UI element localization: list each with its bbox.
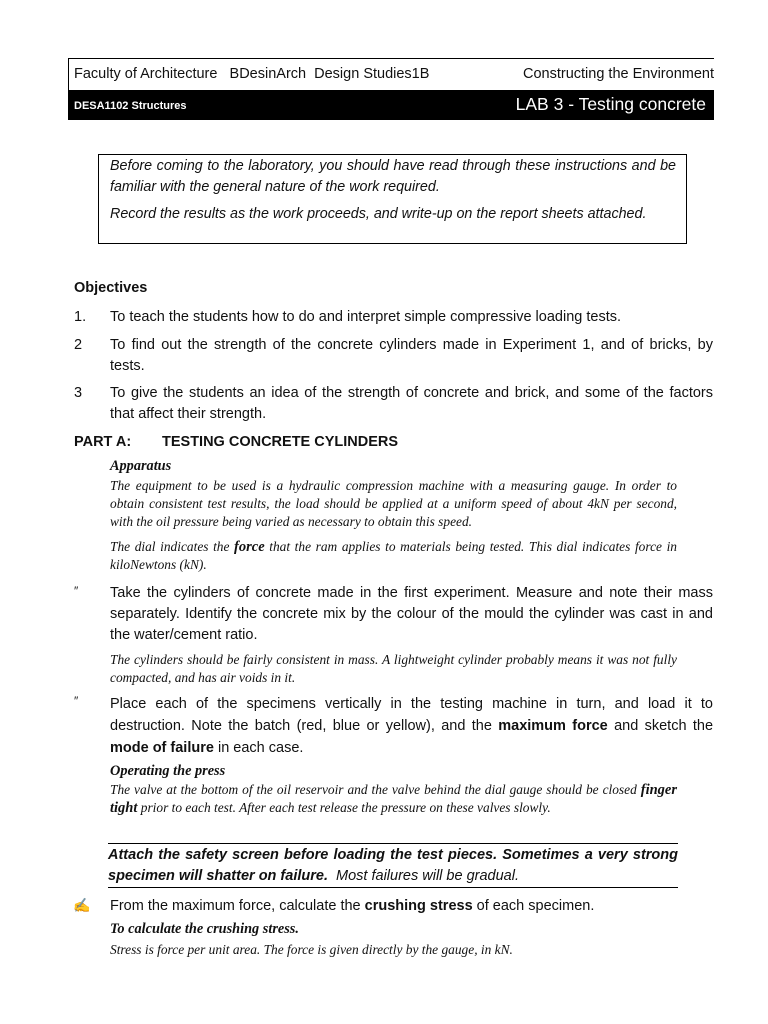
- operating-text-a: The valve at the bottom of the oil reservoir and the valve behind the dial gauge should be closed: [110, 782, 641, 797]
- operating-heading: Operating the press: [110, 763, 226, 779]
- objective-number-3: 3: [74, 385, 83, 401]
- writing-hand-icon: ✍: [73, 897, 91, 913]
- unit-title: Constructing the Environment: [522, 66, 714, 82]
- objective-text-1: To teach the students how to do and interpret simple compressive loading tests.: [110, 309, 622, 325]
- dial-paragraph: [110, 538, 677, 574]
- safety-normal-text: Most failures will be gradual.: [327, 868, 519, 884]
- step-3-text: [110, 896, 713, 917]
- header-top-row: [68, 58, 714, 90]
- calc-heading: To calculate the crushing stress.: [110, 921, 299, 937]
- step-2-max-force: maximum force: [498, 718, 608, 734]
- step-2-text-a: Place each of the specimens vertically in the testing machine in turn, and load it to destruction. Note the batch (red, blue or yellow), and the: [110, 696, 713, 734]
- step-2-marker: ″: [74, 694, 79, 708]
- step-1-marker: ″: [74, 584, 79, 598]
- apparatus-heading: Apparatus: [110, 458, 172, 474]
- step-3-text-a: From the maximum force, calculate the: [110, 898, 365, 914]
- operating-finger-tight: finger tight: [110, 782, 677, 816]
- objective-text-3: To give the students an idea of the strength of concrete and brick, and some of the factors that affect their strength.: [110, 385, 713, 422]
- dial-text-c: that the ram applies to materials being tested. This dial indicates force in kiloNewtons (kN).: [110, 539, 677, 572]
- intro-box: [98, 154, 687, 244]
- document-header: [68, 58, 714, 120]
- step-2-text-e: in each case.: [213, 740, 304, 756]
- objective-number-2: 2: [74, 337, 83, 353]
- step-2-mode-of-failure: mode of failure: [110, 740, 214, 756]
- dial-text-a: The dial indicates the: [110, 539, 235, 554]
- dial-text-force: force: [234, 539, 265, 555]
- calc-text: Stress is force per unit area. The force is given directly by the gauge, in kN.: [110, 942, 513, 957]
- step-3-text-c: of each specimen.: [472, 898, 595, 914]
- operating-text-c: prior to each test. After each test release the pressure on these valves slowly.: [137, 800, 551, 815]
- step-1-text: Take the cylinders of concrete made in the first experiment. Measure and note their mass separately. Identify the concrete mix by the colour of the mould the cylinder was cast in and the water/cement ratio.: [110, 585, 713, 643]
- apparatus-paragraph: The equipment to be used is a hydraulic compression machine with a measuring gauge. In order to obtain consistent test results, the load should be applied at a uniform speed of about 4kN per second, with the oil pressure being varied as necessary to obtain this speed.: [110, 478, 677, 529]
- safety-warning: [108, 843, 678, 888]
- course-code: DESA1102 Structures: [74, 100, 187, 112]
- safety-bold-text: Attach the safety screen before loading the test pieces. Sometimes a very strong specimen will shatter on failure.: [108, 847, 678, 884]
- header-bar: [68, 90, 714, 120]
- step-1-note: The cylinders should be fairly consistent in mass. A lightweight cylinder probably means it was not fully compacted, and has air voids in it.: [110, 652, 677, 685]
- step-3-crushing-stress: crushing stress: [364, 898, 473, 914]
- objective-text-2: To find out the strength of the concrete cylinders made in Experiment 1, and of bricks, by tests.: [110, 337, 713, 374]
- lab-title: LAB 3 - Testing concrete: [515, 94, 706, 114]
- step-2-text-c: and sketch the: [607, 718, 714, 734]
- part-a-title: TESTING CONCRETE CYLINDERS: [162, 434, 399, 450]
- faculty-line: Faculty of Architecture BDesinArch Design Studies1B: [74, 66, 430, 82]
- intro-paragraph-1: Before coming to the laboratory, you should have read through these instructions and be familiar with the general nature of the work required.: [110, 158, 676, 195]
- operating-paragraph: [110, 781, 677, 817]
- intro-paragraph-2: Record the results as the work proceeds, and write-up on the report sheets attached.: [110, 206, 647, 222]
- step-2-text: [110, 693, 713, 759]
- part-a-label: PART A:: [74, 434, 132, 450]
- objectives-heading: Objectives: [74, 280, 148, 296]
- objective-number-1: 1.: [74, 309, 87, 325]
